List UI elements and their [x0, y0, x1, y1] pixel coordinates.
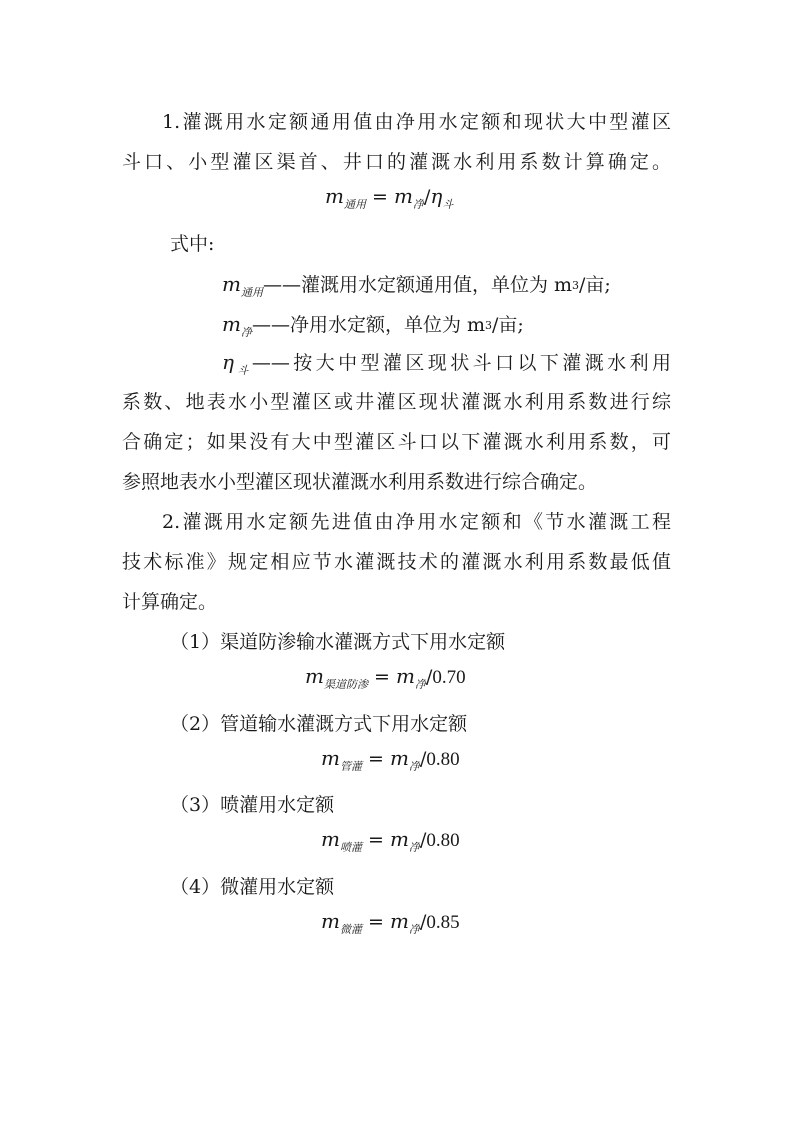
item3-value: 0.80 [426, 830, 460, 851]
def2-m: m [222, 312, 241, 336]
item2-eq: = [361, 748, 390, 770]
item2-m: m [321, 746, 340, 770]
definition-net [222, 312, 524, 340]
item4-label: （4）微灌用水定额 [170, 876, 335, 898]
item2-formula [321, 746, 460, 774]
item4-formula [321, 909, 460, 937]
item2-value: 0.80 [426, 749, 460, 770]
item1-m-net: m [395, 664, 415, 688]
item3-m: m [321, 827, 340, 851]
item1-slash: / [425, 666, 433, 688]
item1-net-sub: 净 [414, 678, 426, 691]
item1-eq: = [367, 666, 396, 688]
item3-m-net: m [389, 827, 409, 851]
def3-line1: ——按大中型灌区现状斗口以下灌溉水利用 [251, 352, 671, 374]
def1-text: ——灌溉用水定额通用值，单位为 m [262, 274, 573, 296]
formula-sub-general: 通用 [343, 198, 366, 211]
item2-label: （2）管道输水灌溉方式下用水定额 [170, 713, 468, 735]
formula-sub-dou: 斗 [442, 198, 454, 211]
def3-line3: 合确定；如果没有大中型灌区斗口以下灌溉水利用系数，可 [122, 431, 671, 453]
item4-m-net: m [389, 909, 409, 933]
def1-tail: /亩; [579, 274, 611, 296]
item4-slash: / [419, 911, 427, 933]
item4-sub: 微灌 [339, 923, 362, 936]
item1-sub: 渠道防渗 [323, 678, 368, 691]
def1-sub: 通用 [240, 286, 263, 299]
formula-eq: = [365, 186, 394, 208]
item1-value: 0.70 [432, 667, 466, 688]
item2-sub: 管灌 [339, 760, 362, 773]
def1-m: m [222, 272, 241, 296]
item2-net-sub: 净 [408, 760, 420, 773]
item4-net-sub: 净 [408, 923, 420, 936]
item3-sub: 喷灌 [339, 841, 362, 854]
formula-m-net: m [393, 184, 413, 208]
formula-slash: / [423, 186, 431, 208]
item3-slash: / [419, 829, 427, 851]
item2-m-net: m [389, 746, 409, 770]
def3-line4: 参照地表水小型灌区现状灌溉水利用系数进行综合确定。 [122, 471, 598, 493]
item4-value: 0.85 [426, 912, 460, 933]
item4-eq: = [361, 911, 390, 933]
def1-sup: 3 [572, 279, 580, 292]
formula-sub-net: 净 [412, 198, 424, 211]
para2-line3: 计算确定。 [122, 591, 218, 613]
item1-m: m [305, 664, 324, 688]
where-label: 式中: [170, 233, 215, 255]
item3-eq: = [361, 829, 390, 851]
item1-formula [305, 664, 466, 692]
def2-sup: 3 [485, 319, 493, 332]
item3-formula [321, 827, 460, 855]
item3-label: （3）喷灌用水定额 [170, 794, 335, 816]
item1-label: （1）渠道防渗输水灌溉方式下用水定额 [170, 631, 506, 653]
item3-net-sub: 净 [408, 841, 420, 854]
item4-m: m [321, 909, 340, 933]
formula-m: m [325, 184, 344, 208]
def3-line2: 系数、地表水小型灌区或井灌区现状灌溉水利用系数进行综 [122, 391, 671, 413]
def3-eta: η [222, 350, 234, 374]
para1-line1: 1.灌溉用水定额通用值由净用水定额和现状大中型灌区 [162, 111, 671, 133]
def2-tail: /亩; [492, 314, 524, 336]
definition-eta [222, 350, 671, 378]
def3-sub: 斗 [233, 364, 252, 377]
para2-line2: 技术标准》规定相应节水灌溉技术的灌溉水利用系数最低值 [122, 551, 671, 573]
definition-general [222, 272, 611, 300]
para2-line1: 2.灌溉用水定额先进值由净用水定额和《节水灌溉工程 [162, 511, 671, 533]
item2-slash: / [419, 748, 427, 770]
formula-general [325, 184, 453, 212]
para1-line2: 斗口、小型灌区渠首、井口的灌溉水利用系数计算确定。 [122, 151, 671, 173]
formula-eta: η [430, 184, 443, 208]
def2-sub: 净 [240, 326, 252, 339]
def2-text: ——净用水定额，单位为 m [251, 314, 486, 336]
